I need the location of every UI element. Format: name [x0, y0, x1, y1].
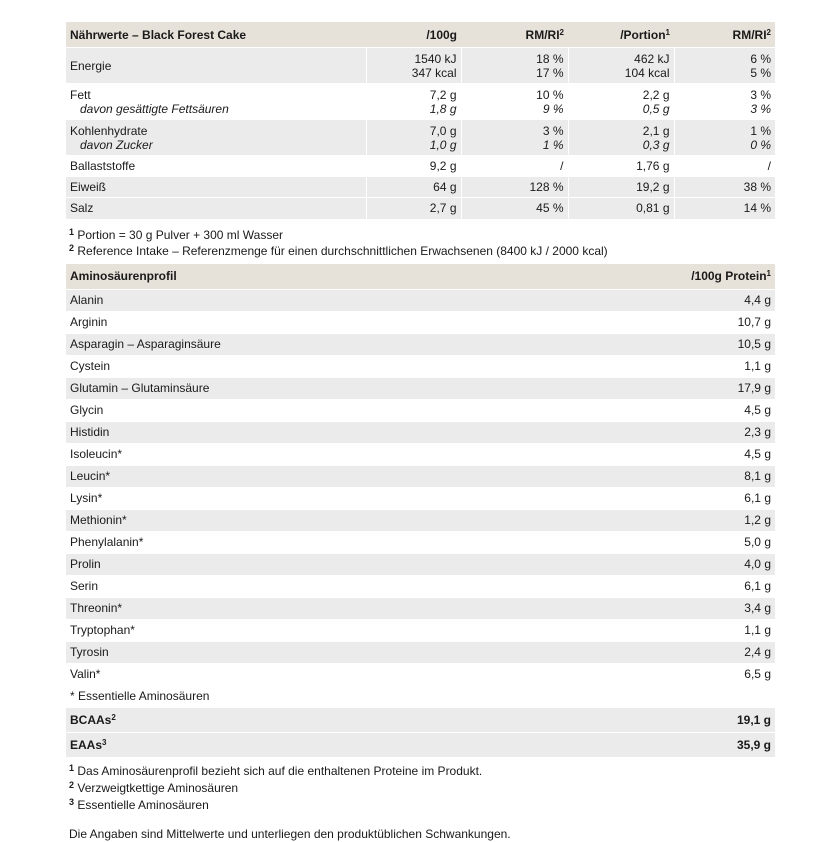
- nutrition-document: [66, 22, 775, 842]
- amino-name: Tryptophan*: [66, 619, 626, 641]
- amino-footnote-3: $^3$ Essentielle Aminosäuren: [69, 796, 209, 812]
- amino-value: 6,5 g: [626, 663, 775, 685]
- amino-row: [66, 311, 775, 333]
- amino-value: 2,4 g: [626, 641, 775, 663]
- row-eiweiss: Eiweiß 64 g 128 % 19,2 g 38 %: [66, 177, 775, 198]
- amino-name: Valin*: [66, 663, 626, 685]
- amino-table: [66, 264, 775, 757]
- amino-value: 6,1 g: [626, 575, 775, 597]
- amino-value: 1,2 g: [626, 509, 775, 531]
- amino-row: [66, 333, 775, 355]
- amino-value: 6,1 g: [626, 487, 775, 509]
- amino-name: Threonin*: [66, 597, 626, 619]
- row-kohlenhydrate: Kohlenhydrate davon Zucker 7,0 g 1,0 g 3 % 1 % 2,1 g 0,3 g 1 % 0 %: [66, 120, 775, 156]
- amino-footnote-2: $^2$ Verzweigtkettige Aminosäuren: [69, 779, 239, 795]
- amino-value-header: /100g Protein$^1$: [626, 264, 775, 290]
- amino-row: [66, 487, 775, 509]
- disclaimer: Die Angaben sind Mittelwerte und unterliegen den produktüblichen Schwankungen.: [69, 826, 511, 841]
- amino-row: [66, 641, 775, 663]
- amino-header-row: [66, 264, 775, 290]
- amino-row: [66, 465, 775, 487]
- amino-name: Serin: [66, 575, 626, 597]
- amino-name: Leucin*: [66, 465, 626, 487]
- amino-row: [66, 377, 775, 399]
- amino-value: 4,0 g: [626, 553, 775, 575]
- amino-name: Glycin: [66, 399, 626, 421]
- row-ballaststoffe: Ballaststoffe 9,2 g / 1,76 g /: [66, 156, 775, 177]
- nutrition-table: [66, 22, 775, 219]
- amino-row: [66, 619, 775, 641]
- amino-value: 1,1 g: [626, 355, 775, 377]
- row-salz: Salz 2,7 g 45 % 0,81 g 14 %: [66, 198, 775, 219]
- amino-value: 3,4 g: [626, 597, 775, 619]
- row-fett: Fett davon gesättigte Fettsäuren 7,2 g 1,8 g 10 % 9 % 2,2 g 0,5 g 3 % 3 %: [66, 84, 775, 120]
- amino-row: [66, 355, 775, 377]
- amino-title: Aminosäurenprofil: [66, 264, 626, 290]
- amino-row: [66, 531, 775, 553]
- footnote-1: $^1$ Portion = 30 g Pulver + 300 ml Wasser: [69, 226, 284, 242]
- amino-value: 4,5 g: [626, 399, 775, 421]
- amino-row: [66, 421, 775, 443]
- amino-name: Histidin: [66, 421, 626, 443]
- amino-row: [66, 443, 775, 465]
- amino-value: 10,7 g: [626, 311, 775, 333]
- amino-value: 2,3 g: [626, 421, 775, 443]
- amino-row: [66, 509, 775, 531]
- amino-name: Glutamin – Glutaminsäure: [66, 377, 626, 399]
- amino-value: 4,4 g: [626, 289, 775, 311]
- eaa-row: EAAs$^3$ 35,9 g: [66, 732, 775, 757]
- amino-row: [66, 289, 775, 311]
- amino-footnote-1: $^1$ Das Aminosäurenprofil bezieht sich auf die enthaltenen Proteine im Produkt.: [69, 762, 483, 778]
- bcaa-row: BCAAs$^2$ 19,1 g: [66, 707, 775, 732]
- nutrition-footnotes: [66, 227, 775, 259]
- header-per100: /100g: [366, 22, 461, 48]
- amino-value: 8,1 g: [626, 465, 775, 487]
- amino-value: 1,1 g: [626, 619, 775, 641]
- header-rmri-portion: $RM/RI^2$: [674, 22, 775, 48]
- nutrition-title: Nährwerte – Black Forest Cake: [66, 22, 366, 48]
- amino-value: 10,5 g: [626, 333, 775, 355]
- header-portion: /Portion$^1$: [568, 22, 674, 48]
- amino-row: [66, 597, 775, 619]
- amino-row: [66, 553, 775, 575]
- header-rmri: $RM/RI^2$: [461, 22, 568, 48]
- amino-row: [66, 575, 775, 597]
- amino-name: Phenylalanin*: [66, 531, 626, 553]
- amino-value: 5,0 g: [626, 531, 775, 553]
- amino-footnotes: [66, 763, 775, 814]
- amino-row: [66, 663, 775, 685]
- amino-name: Asparagin – Asparaginsäure: [66, 333, 626, 355]
- footnote-2: $^2$ Reference Intake – Referenzmenge für einen durchschnittlichen Erwachsenen (8400 kJ / 2000 kcal): [69, 242, 608, 258]
- amino-name: Alanin: [66, 289, 626, 311]
- amino-value: 4,5 g: [626, 443, 775, 465]
- row-energie: Energie 1540 kJ 347 kcal 18 % 17 % 462 kJ 104 kcal 6 % 5 %: [66, 48, 775, 84]
- amino-name: Isoleucin*: [66, 443, 626, 465]
- amino-name: Prolin: [66, 553, 626, 575]
- amino-value: 17,9 g: [626, 377, 775, 399]
- amino-name: Methionin*: [66, 509, 626, 531]
- amino-name: Arginin: [66, 311, 626, 333]
- amino-name: Tyrosin: [66, 641, 626, 663]
- amino-name: Cystein: [66, 355, 626, 377]
- amino-name: Lysin*: [66, 487, 626, 509]
- essential-note-row: * Essentielle Aminosäuren: [66, 685, 775, 707]
- nutrition-header-row: [66, 22, 775, 48]
- amino-row: [66, 399, 775, 421]
